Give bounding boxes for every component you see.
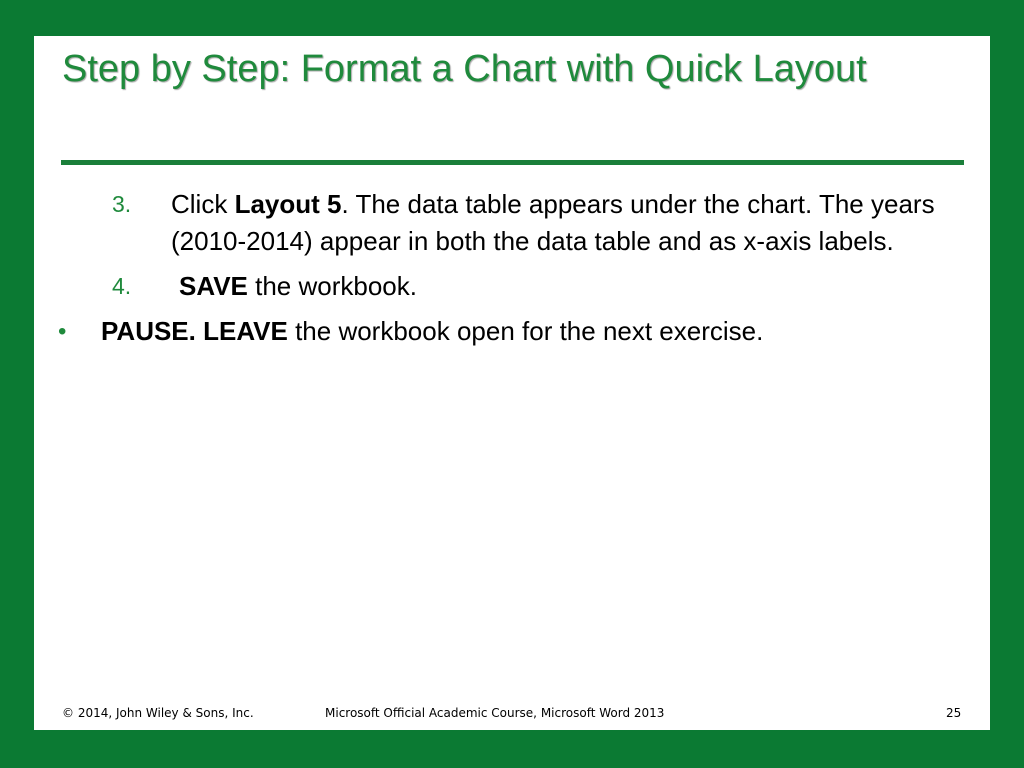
footer-page-number: 25 <box>946 706 962 720</box>
step-rest-text: . The data table appears under the chart. The years (2010-2014) appear in both the data table and as x-axis labels. <box>171 189 935 256</box>
title-divider <box>61 160 964 165</box>
bullet-bold-text: PAUSE. LEAVE <box>101 316 288 346</box>
step-text <box>171 189 935 256</box>
footer-copyright: © 2014, John Wiley & Sons, Inc. <box>62 706 254 720</box>
bullet-icon: • <box>58 318 67 345</box>
step-bold-text: SAVE <box>179 271 248 301</box>
step-item-4 <box>34 268 971 305</box>
bullet-text <box>101 316 763 346</box>
step-bold-text: Layout 5 <box>234 189 342 219</box>
bullet-item <box>34 313 961 350</box>
slide-body <box>34 186 990 350</box>
step-text <box>171 271 417 301</box>
bullet-rest-text: the workbook open for the next exercise. <box>287 316 764 346</box>
step-number: 3. <box>112 191 132 217</box>
step-item-3 <box>34 186 971 260</box>
slide-title: Step by Step: Format a Chart with Quick Layout <box>62 48 867 90</box>
step-rest-text: the workbook. <box>247 271 417 301</box>
slide <box>34 36 990 730</box>
step-lead-text: Click <box>171 189 235 219</box>
footer-course: Microsoft Official Academic Course, Microsoft Word 2013 <box>325 706 665 720</box>
step-number: 4. <box>112 273 132 299</box>
